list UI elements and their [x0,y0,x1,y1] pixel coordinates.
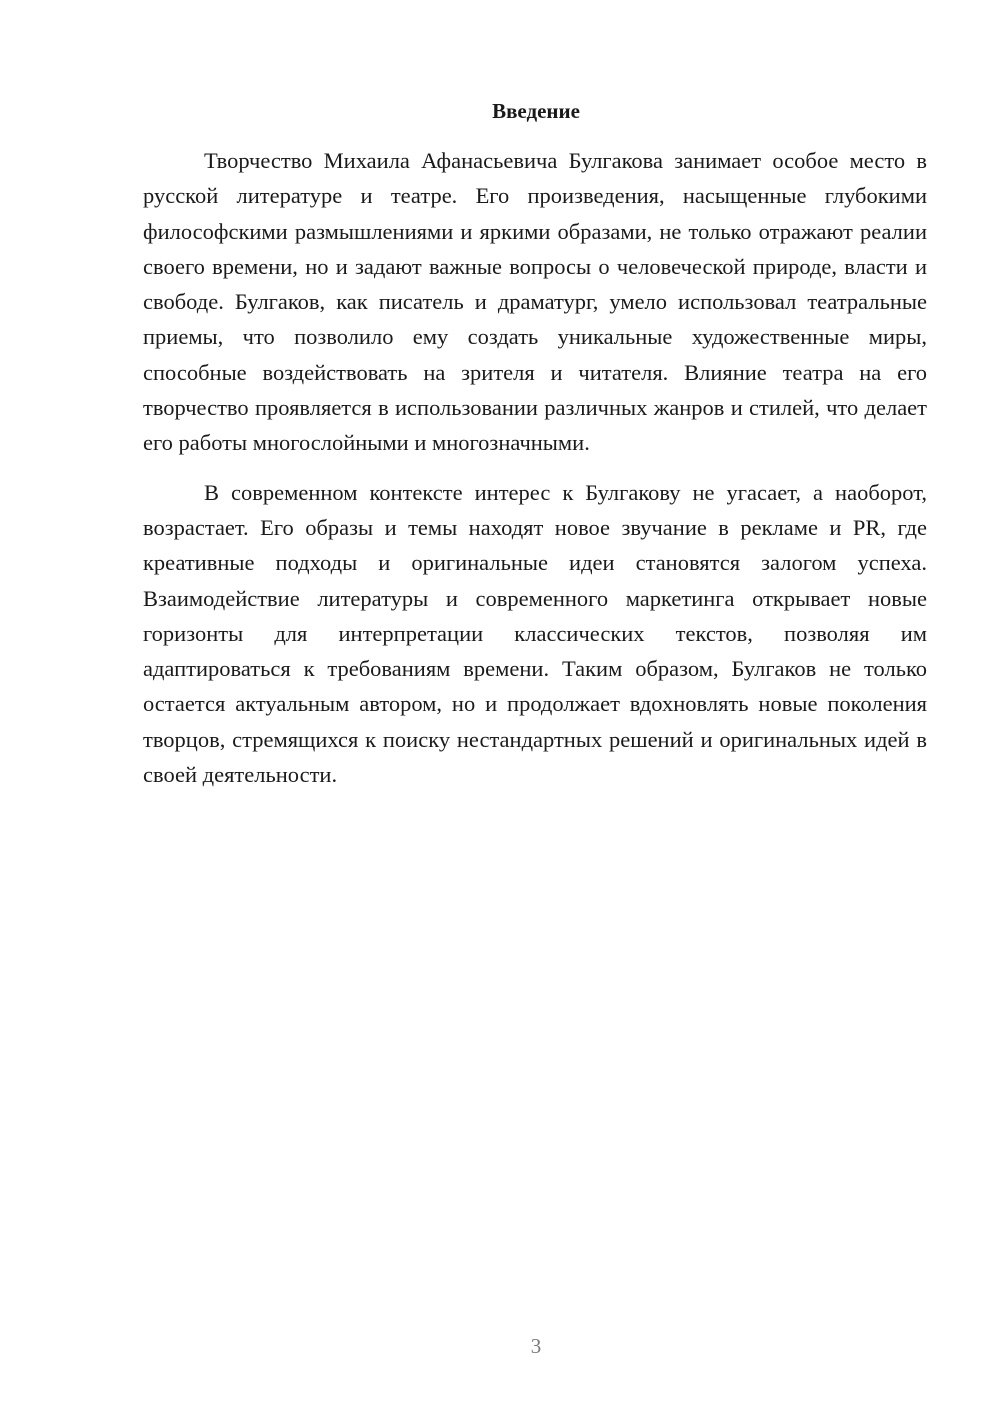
section-heading: Введение [492,99,580,123]
body-text [143,143,927,792]
paragraph-2: В современном контексте интерес к Булгакову не угасает, а наоборот, возрастает. Его образы и темы находят новое звучание в рекламе и PR, где креативные подходы и оригинальные идеи становятся залогом успеха. Взаимодействие литературы и современного маркетинга открывает новые горизонты для интерпретации классических текстов, позволяя им адаптироваться к требованиям времени. Таким образом, Булгаков не только остается актуальным автором, но и продолжает вдохновлять новые поколения творцов, стремящихся к поиску нестандартных решений и оригинальных идей в своей деятельности. [143,479,927,788]
page-number: 3 [530,1334,542,1358]
paragraph-1: Творчество Михаила Афанасьевича Булгакова занимает особое место в русской литературе и театре. Его произведения, насыщенные глубокими философскими размышлениями и яркими образами, не только отражают реалии своего времени, но и задают важные вопросы о человеческой природе, власти и свободе. Булгаков, как писатель и драматург, умело использовал театральные приемы, что позволило ему создать уникальные художественные миры, способные воздействовать на зрителя и читателя. Влияние театра на его творчество проявляется в использовании различных жанров и стилей, что делает его работы многослойными и многозначными. [143,148,927,456]
